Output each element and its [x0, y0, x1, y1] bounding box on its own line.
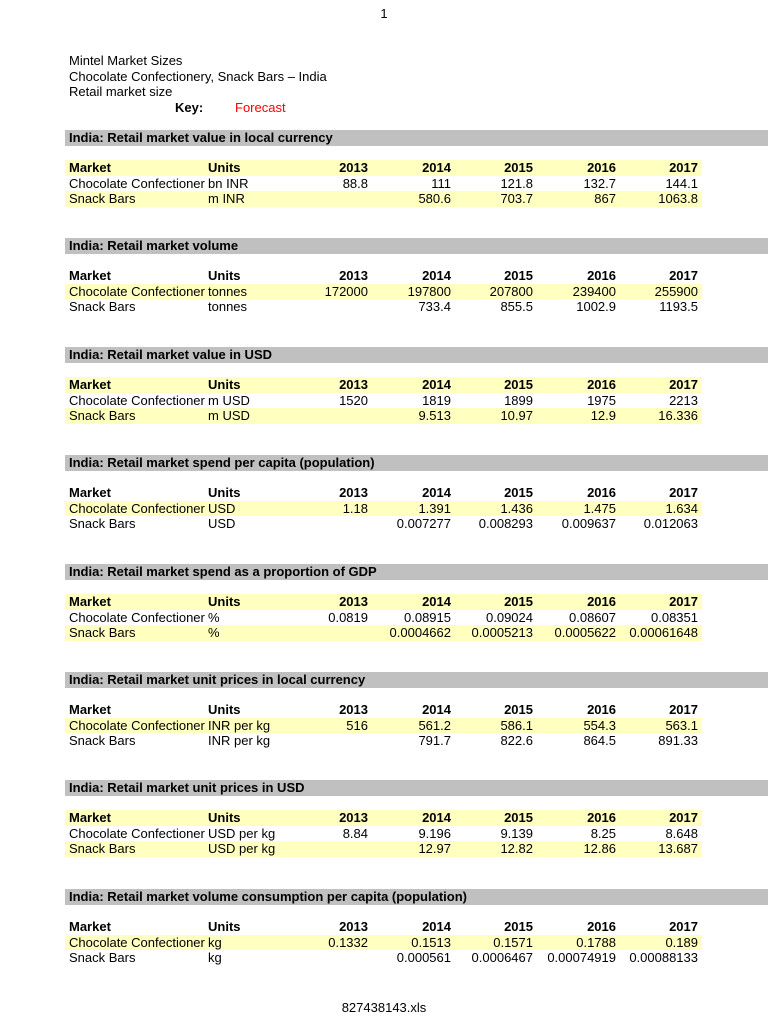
- value-cell: 1520: [339, 392, 368, 408]
- units-cell: INR per kg: [208, 733, 271, 749]
- column-header: 2017: [669, 160, 698, 175]
- data-table: [65, 702, 768, 749]
- value-cell: 1.634: [665, 500, 698, 516]
- column-header: 2014: [422, 160, 451, 175]
- table-header-row: [65, 702, 702, 718]
- table-row: [65, 408, 702, 424]
- value-cell: 0.08915: [404, 609, 451, 625]
- value-cell: 0.0006467: [471, 950, 533, 966]
- value-cell: 0.0819: [328, 609, 368, 625]
- table-row: [65, 841, 702, 857]
- value-cell: 561.2: [418, 717, 451, 733]
- table-header-row: [65, 268, 702, 284]
- units-cell: m USD: [208, 408, 250, 424]
- value-cell: 855.5: [500, 299, 533, 315]
- section-5: [65, 672, 768, 749]
- value-cell: 0.1332: [328, 934, 368, 950]
- section-3: [65, 455, 768, 532]
- section-7: [65, 889, 768, 966]
- column-header: 2017: [669, 485, 698, 500]
- market-cell: Snack Bars: [69, 841, 136, 857]
- column-header: 2014: [422, 810, 451, 825]
- value-cell: 132.7: [583, 175, 616, 191]
- value-cell: 9.513: [418, 408, 451, 424]
- section-title: India: Retail market unit prices in local currency: [65, 672, 768, 688]
- column-header: 2015: [504, 268, 533, 283]
- section-6: [65, 780, 768, 857]
- column-header: Units: [208, 810, 241, 825]
- value-cell: 0.00061648: [629, 625, 698, 641]
- value-cell: 891.33: [658, 733, 698, 749]
- units-cell: kg: [208, 934, 222, 950]
- column-header: Units: [208, 485, 241, 500]
- market-cell: Chocolate Confectioner: [69, 609, 205, 625]
- value-cell: 12.82: [500, 841, 533, 857]
- column-header: 2017: [669, 377, 698, 392]
- table-row: [65, 718, 702, 734]
- value-cell: 16.336: [658, 408, 698, 424]
- table-row: [65, 826, 702, 842]
- value-cell: 111: [431, 175, 451, 191]
- value-cell: 563.1: [665, 717, 698, 733]
- section-4: [65, 564, 768, 641]
- value-cell: 12.9: [590, 408, 616, 424]
- footer-filename: 827438143.xls: [341, 1000, 427, 1015]
- table-row: [65, 625, 702, 641]
- market-cell: Snack Bars: [69, 516, 136, 532]
- column-header: 2016: [587, 919, 616, 934]
- market-cell: Snack Bars: [69, 733, 136, 749]
- value-cell: 9.139: [500, 825, 533, 841]
- value-cell: 0.09024: [486, 609, 533, 625]
- market-cell: Chocolate Confectioner: [69, 175, 205, 191]
- page-number: 1: [380, 6, 388, 21]
- value-cell: 1.436: [500, 500, 533, 516]
- market-cell: Chocolate Confectioner: [69, 283, 205, 299]
- value-cell: 207800: [489, 283, 533, 299]
- units-cell: USD per kg: [208, 825, 276, 841]
- value-cell: 0.08607: [569, 609, 616, 625]
- column-header: 2013: [339, 702, 368, 717]
- value-cell: 2213: [669, 392, 698, 408]
- column-header: Units: [208, 702, 241, 717]
- value-cell: 0.189: [665, 934, 698, 950]
- value-cell: 0.1513: [411, 934, 451, 950]
- value-cell: 239400: [572, 283, 616, 299]
- column-header: 2016: [587, 160, 616, 175]
- column-header: 2013: [339, 594, 368, 609]
- column-header: 2016: [587, 377, 616, 392]
- column-header: 2013: [339, 160, 368, 175]
- value-cell: 0.1571: [493, 934, 533, 950]
- column-header: Market: [69, 160, 111, 175]
- value-cell: 12.86: [583, 841, 616, 857]
- value-cell: 197800: [407, 283, 451, 299]
- value-cell: 0.1788: [576, 934, 616, 950]
- column-header: 2014: [422, 377, 451, 392]
- units-cell: m USD: [208, 392, 250, 408]
- value-cell: 10.97: [500, 408, 533, 424]
- column-header: Units: [208, 919, 241, 934]
- table-row: [65, 284, 702, 300]
- value-cell: 0.012063: [643, 516, 698, 532]
- units-cell: tonnes: [208, 299, 248, 315]
- value-cell: 822.6: [500, 733, 533, 749]
- value-cell: 864.5: [583, 733, 616, 749]
- section-title: India: Retail market volume consumption per capita (population): [65, 889, 768, 905]
- column-header: 2014: [422, 594, 451, 609]
- data-table: [65, 919, 768, 966]
- value-cell: 516: [346, 717, 368, 733]
- column-header: Market: [69, 810, 111, 825]
- column-header: 2013: [339, 268, 368, 283]
- value-cell: 580.6: [418, 191, 451, 207]
- units-cell: USD: [208, 516, 236, 532]
- table-header-row: [65, 485, 702, 501]
- column-header: 2015: [504, 377, 533, 392]
- table-row: [65, 610, 702, 626]
- value-cell: 0.009637: [561, 516, 616, 532]
- table-header-row: [65, 377, 702, 393]
- table-row: [65, 935, 702, 951]
- column-header: 2016: [587, 810, 616, 825]
- market-cell: Snack Bars: [69, 408, 136, 424]
- column-header: Units: [208, 377, 241, 392]
- column-header: 2013: [339, 485, 368, 500]
- section-2: [65, 347, 768, 424]
- section-title: India: Retail market spend per capita (population): [65, 455, 768, 471]
- value-cell: 1899: [504, 392, 533, 408]
- value-cell: 8.648: [665, 825, 698, 841]
- section-1: [65, 238, 768, 315]
- value-cell: 791.7: [418, 733, 451, 749]
- column-header: Market: [69, 594, 111, 609]
- value-cell: 8.25: [590, 825, 616, 841]
- table-row: [65, 393, 702, 409]
- units-cell: %: [208, 625, 220, 641]
- table-row: [65, 733, 702, 749]
- column-header: 2014: [422, 485, 451, 500]
- column-header: 2017: [669, 702, 698, 717]
- units-cell: bn INR: [208, 175, 249, 191]
- market-cell: Chocolate Confectioner: [69, 392, 205, 408]
- value-cell: 0.0004662: [389, 625, 451, 641]
- section-title: India: Retail market value in USD: [65, 347, 768, 363]
- column-header: 2015: [504, 160, 533, 175]
- units-cell: tonnes: [208, 283, 248, 299]
- column-header: Market: [69, 485, 111, 500]
- table-header-row: [65, 160, 702, 176]
- column-header: 2015: [504, 919, 533, 934]
- value-cell: 733.4: [418, 299, 451, 315]
- section-0: [65, 130, 768, 207]
- table-row: [65, 299, 702, 315]
- value-cell: 0.0005622: [554, 625, 616, 641]
- column-header: 2016: [587, 594, 616, 609]
- value-cell: 13.687: [658, 841, 698, 857]
- value-cell: 8.84: [342, 825, 368, 841]
- table-row: [65, 516, 702, 532]
- column-header: 2015: [504, 485, 533, 500]
- value-cell: 172000: [324, 283, 368, 299]
- column-header: Market: [69, 919, 111, 934]
- units-cell: kg: [208, 950, 222, 966]
- column-header: 2014: [422, 268, 451, 283]
- report-source: Mintel Market Sizes: [69, 53, 183, 68]
- value-cell: 1002.9: [576, 299, 616, 315]
- section-title: India: Retail market value in local currency: [65, 130, 768, 146]
- value-cell: 703.7: [500, 191, 533, 207]
- market-cell: Snack Bars: [69, 191, 136, 207]
- value-cell: 9.196: [418, 825, 451, 841]
- column-header: 2014: [422, 702, 451, 717]
- units-cell: USD: [208, 500, 236, 516]
- column-header: 2017: [669, 268, 698, 283]
- column-header: 2016: [587, 268, 616, 283]
- value-cell: 1063.8: [658, 191, 698, 207]
- value-cell: 1.391: [418, 500, 451, 516]
- column-header: 2015: [504, 702, 533, 717]
- column-header: Units: [208, 160, 241, 175]
- value-cell: 0.00088133: [629, 950, 698, 966]
- key-forecast: Forecast: [235, 99, 286, 115]
- column-header: Market: [69, 268, 111, 283]
- column-header: 2013: [339, 377, 368, 392]
- section-title: India: Retail market unit prices in USD: [65, 780, 768, 796]
- column-header: Market: [69, 702, 111, 717]
- value-cell: 0.00074919: [547, 950, 616, 966]
- column-header: 2017: [669, 919, 698, 934]
- market-cell: Snack Bars: [69, 299, 136, 315]
- report-title: Chocolate Confectionery, Snack Bars – India: [69, 68, 327, 84]
- units-cell: m INR: [208, 191, 245, 207]
- column-header: 2016: [587, 702, 616, 717]
- value-cell: 1193.5: [659, 299, 698, 315]
- report-subtitle: Retail market size: [69, 84, 173, 99]
- units-cell: %: [208, 609, 220, 625]
- value-cell: 0.008293: [478, 516, 533, 532]
- value-cell: 121.8: [500, 175, 533, 191]
- value-cell: 1975: [587, 392, 616, 408]
- column-header: 2017: [669, 810, 698, 825]
- section-title: India: Retail market spend as a proportion of GDP: [65, 564, 768, 580]
- table-header-row: [65, 919, 702, 935]
- data-table: [65, 377, 768, 424]
- value-cell: 867: [594, 191, 616, 207]
- column-header: 2014: [422, 919, 451, 934]
- market-cell: Snack Bars: [69, 950, 136, 966]
- table-row: [65, 501, 702, 517]
- column-header: Market: [69, 377, 111, 392]
- value-cell: 88.8: [342, 175, 368, 191]
- legend-key: [69, 100, 327, 116]
- column-header: 2013: [339, 810, 368, 825]
- document-header: [69, 53, 327, 116]
- units-cell: USD per kg: [208, 841, 276, 857]
- table-row: [65, 176, 702, 192]
- table-header-row: [65, 594, 702, 610]
- value-cell: 0.08351: [651, 609, 698, 625]
- value-cell: 1.18: [342, 500, 368, 516]
- value-cell: 12.97: [418, 841, 451, 857]
- column-header: 2016: [587, 485, 616, 500]
- market-cell: Snack Bars: [69, 625, 136, 641]
- column-header: 2015: [504, 594, 533, 609]
- column-header: 2013: [339, 919, 368, 934]
- value-cell: 1819: [422, 392, 451, 408]
- data-table: [65, 594, 768, 641]
- value-cell: 255900: [654, 283, 698, 299]
- section-title: India: Retail market volume: [65, 238, 768, 254]
- data-table: [65, 268, 768, 315]
- value-cell: 144.1: [665, 175, 698, 191]
- value-cell: 0.000561: [396, 950, 451, 966]
- market-cell: Chocolate Confectioner: [69, 717, 205, 733]
- column-header: 2015: [504, 810, 533, 825]
- market-cell: Chocolate Confectioner: [69, 934, 205, 950]
- table-row: [65, 950, 702, 966]
- data-table: [65, 810, 768, 857]
- value-cell: 586.1: [500, 717, 533, 733]
- value-cell: 1.475: [583, 500, 616, 516]
- data-table: [65, 485, 768, 532]
- key-label: Key:: [175, 99, 204, 115]
- value-cell: 554.3: [583, 717, 616, 733]
- column-header: Units: [208, 268, 241, 283]
- column-header: Units: [208, 594, 241, 609]
- table-header-row: [65, 810, 702, 826]
- market-cell: Chocolate Confectioner: [69, 500, 205, 516]
- data-table: [65, 160, 768, 207]
- value-cell: 0.007277: [396, 516, 451, 532]
- table-row: [65, 191, 702, 207]
- units-cell: INR per kg: [208, 717, 271, 733]
- column-header: 2017: [669, 594, 698, 609]
- market-cell: Chocolate Confectioner: [69, 825, 205, 841]
- value-cell: 0.0005213: [471, 625, 533, 641]
